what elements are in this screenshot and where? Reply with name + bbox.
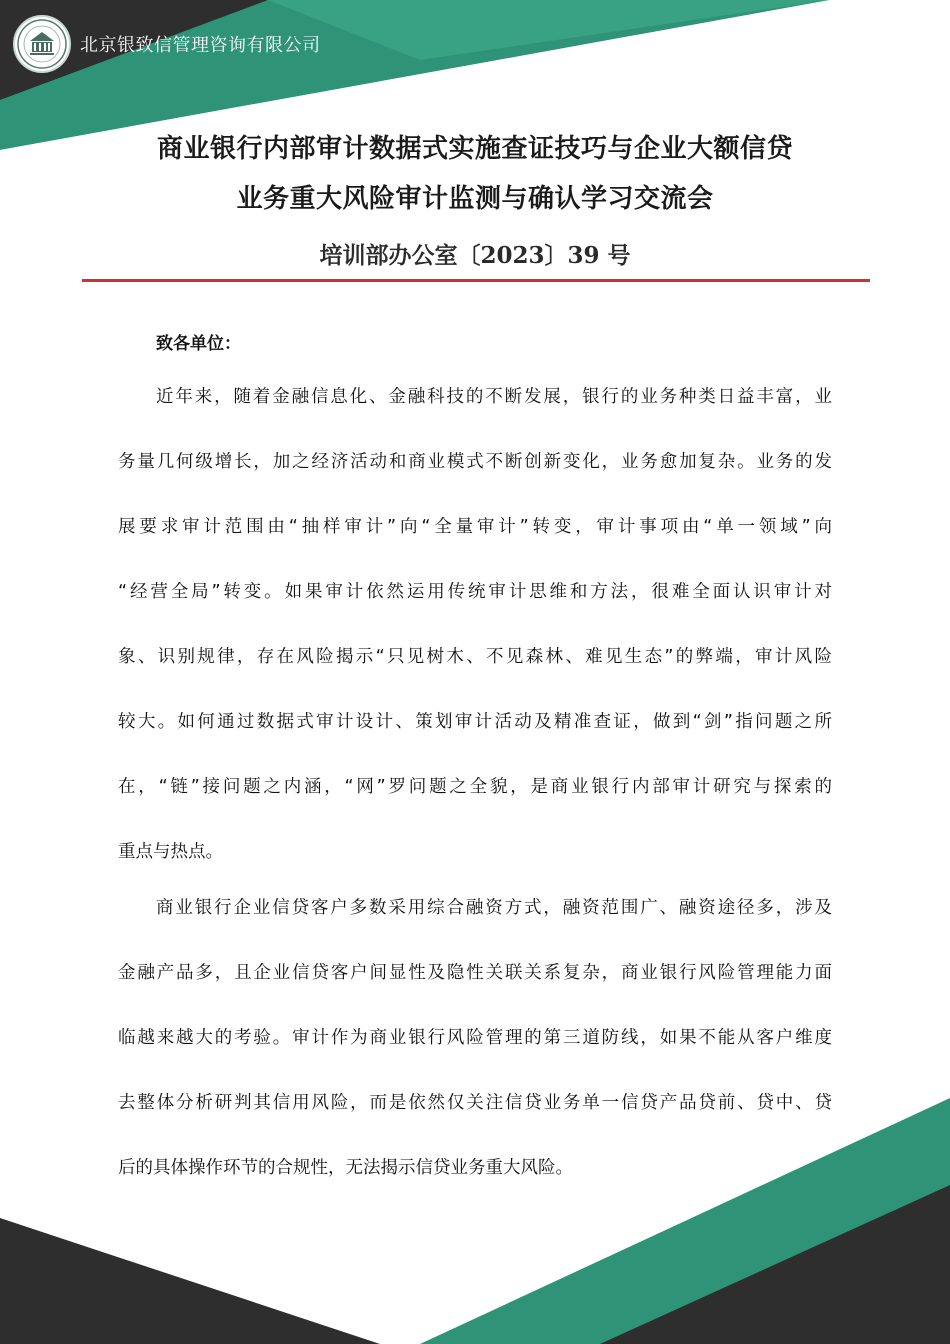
company-logo xyxy=(13,15,71,73)
salutation: 致各单位： xyxy=(156,334,241,354)
paragraph-1-line: “经营全局”转变。如果审计依然运用传统审计思维和方法，很难全面认识审计对 xyxy=(118,582,832,602)
bank-column-icon xyxy=(34,43,36,51)
page-title-line-2: 业务重大风险审计监测与确认学习交流会 xyxy=(236,184,714,214)
paragraph-1-line: 务量几何级增长，加之经济活动和商业模式不断创新变化，业务愈加复杂。业务的发 xyxy=(118,452,832,472)
company-name: 北京银致信管理咨询有限公司 xyxy=(80,35,321,56)
bank-column-icon xyxy=(39,43,41,51)
paragraph-1-line: 象、识别规律，存在风险揭示“只见树木、不见森林、难见生态”的弊端，审计风险 xyxy=(118,647,832,667)
red-divider xyxy=(82,279,870,282)
bank-base-icon xyxy=(30,53,54,55)
bank-column-icon xyxy=(44,43,46,51)
paragraph-1-line: 近年来，随着金融信息化、金融科技的不断发展，银行的业务种类日益丰富，业 xyxy=(156,387,832,407)
paragraph-1-line: 在，“链”接问题之内涵，“网”罗问题之全貌，是商业银行内部审计研究与探索的 xyxy=(118,777,832,797)
paragraph-1-line: 较大。如何通过数据式审计设计、策划审计活动及精准查证，做到“剑”指问题之所 xyxy=(118,712,832,732)
paragraph-2-line: 去整体分析研判其信用风险，而是依然仅关注信贷业务单一信贷产品贷前、贷中、贷 xyxy=(118,1093,832,1113)
paragraph-2-line: 后的具体操作环节的合规性，无法揭示信贷业务重大风险。 xyxy=(118,1158,573,1178)
paragraph-2-line: 商业银行企业信贷客户多数采用综合融资方式，融资范围广、融资途径多，涉及 xyxy=(156,898,832,918)
paragraph-2-line: 金融产品多，且企业信贷客户间显性及隐性关联关系复杂，商业银行风险管理能力面 xyxy=(118,963,832,983)
paragraph-1-line: 展要求审计范围由“抽样审计”向“全量审计”转变，审计事项由“单一领域”向 xyxy=(118,517,832,537)
bank-column-icon xyxy=(48,43,50,51)
paragraph-2-line: 临越来越大的考验。审计作为商业银行风险管理的第三道防线，如果不能从客户维度 xyxy=(118,1028,832,1048)
page-title-line-1: 商业银行内部审计数据式实施查证技巧与企业大额信贷 xyxy=(156,134,793,164)
paragraph-1-line: 重点与热点。 xyxy=(118,842,223,862)
document-number: 培训部办公室〔2023〕39 号 xyxy=(319,242,631,269)
